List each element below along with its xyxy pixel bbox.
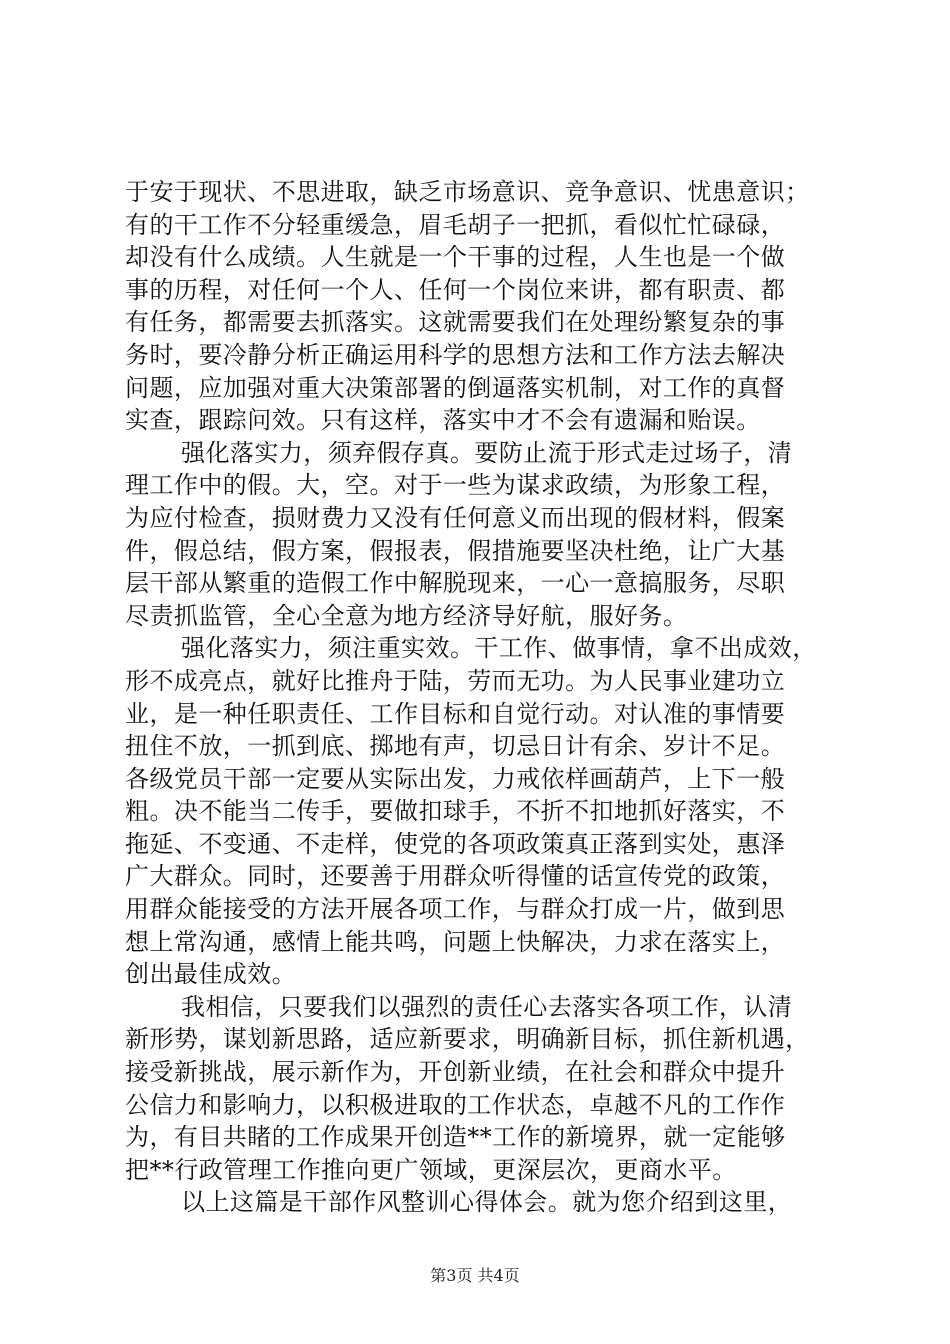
text-line: 为应付检查，损财费力又没有任何意义而出现的假材料，假案	[125, 503, 786, 532]
page-number-label: 第3页 共4页	[430, 1266, 520, 1285]
text-line: 用群众能接受的方法开展各项工作，与群众打成一片，做到思	[125, 895, 786, 924]
text-line: 以上这篇是干部作风整训心得体会。就为您介绍到这里，	[181, 1188, 793, 1217]
text-line: 业，是一种任职责任、工作目标和自觉行动。对认准的事情要	[125, 699, 786, 728]
document-body	[125, 176, 831, 1219]
text-line: 公信力和影响力，以积极进取的工作状态，卓越不凡的工作作	[125, 1090, 786, 1119]
text-line: 实查，跟踪问效。只有这样，落实中才不会有遗漏和贻误。	[125, 406, 761, 435]
text-line: 创出最佳成效。	[125, 960, 297, 989]
text-line: 有的干工作不分轻重缓急，眉毛胡子一把抓，看似忙忙碌碌，	[125, 210, 786, 239]
text-line: 有任务，都需要去抓落实。这就需要我们在处理纷繁复杂的事	[125, 308, 786, 337]
text-line: 接受新挑战，展示新作为，开创新业绩，在社会和群众中提升	[125, 1058, 786, 1087]
text-line: 于安于现状、不思进取，缺乏市场意识、竞争意识、忧患意识；	[125, 178, 810, 206]
text-line: 层干部从繁重的造假工作中解脱现来，一心一意搞服务，尽职	[125, 569, 786, 598]
text-line: 事的历程，对任何一个人、任何一个岗位来讲，都有职责、都	[125, 275, 786, 304]
text-line: 扭住不放，一抓到底、掷地有声，切忌日计有余、岁计不足。	[125, 732, 786, 761]
text-line: 尽责抓监管，全心全意为地方经济导好航，服好务。	[125, 601, 688, 630]
text-line: 想上常沟通，感情上能共鸣，问题上快解决，力求在落实上，	[125, 927, 786, 956]
text-line: 把**行政管理工作推向更广领域，更深层次，更商水平。	[125, 1155, 737, 1184]
page-footer	[0, 1266, 950, 1286]
text-line: 强化落实力，须注重实效。干工作、做事情，拿不出成效，	[181, 634, 817, 663]
text-line: 粗。决不能当二传手，要做扣球手，不折不扣地抓好落实，不	[125, 797, 786, 826]
text-line: 我相信，只要我们以强烈的责任心去落实各项工作，认清	[181, 992, 793, 1021]
text-line: 件，假总结，假方案，假报表，假措施要坚决杜绝，让广大基	[125, 536, 786, 565]
text-line: 强化落实力，须弃假存真。要防止流于形式走过场子，清	[181, 438, 793, 467]
text-line: 却没有什么成绩。人生就是一个干事的过程，人生也是一个做	[125, 243, 786, 272]
text-line: 广大群众。同时，还要善于用群众听得懂的话宣传党的政策，	[125, 862, 786, 891]
text-line: 为，有目共睹的工作成果开创造**工作的新境界，就一定能够	[125, 1123, 786, 1152]
text-line: 问题，应加强对重大决策部署的倒逼落实机制，对工作的真督	[125, 373, 786, 402]
text-line: 形不成亮点，就好比推舟于陆，劳而无功。为人民事业建功立	[125, 666, 786, 695]
text-line: 新形势，谋划新思路，适应新要求，明确新目标，抓住新机遇，	[125, 1025, 810, 1054]
text-line: 各级党员干部一定要从实际出发，力戒依样画葫芦，上下一般	[125, 764, 786, 793]
text-line: 务时，要冷静分析正确运用科学的思想方法和工作方法去解决	[125, 340, 786, 369]
text-line: 理工作中的假。大，空。对于一些为谋求政绩，为形象工程，	[125, 471, 786, 500]
text-line: 拖延、不变通、不走样，使党的各项政策真正落到实处，惠泽	[125, 829, 786, 858]
